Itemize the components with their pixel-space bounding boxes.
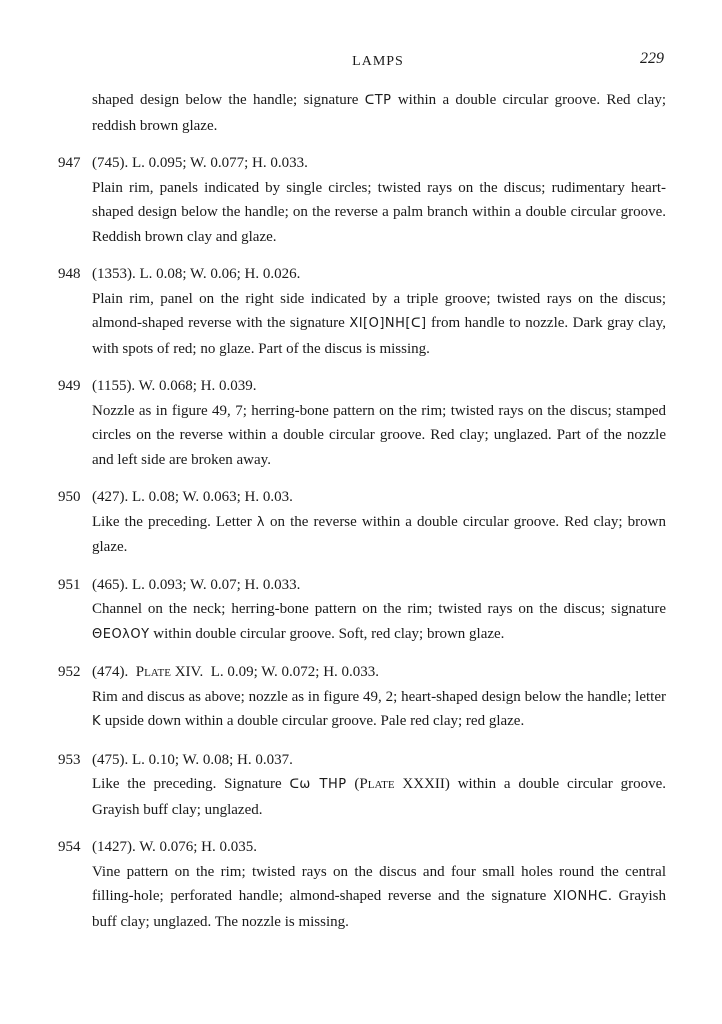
catalogue-entry-949: [58, 374, 666, 472]
entry-description: Like the preceding. Letter λ on the reverse within a double circular groove. Red clay; brown glaze.: [92, 513, 666, 555]
signature-text: ᑕTP: [364, 93, 392, 108]
catalogue-entry-951: [58, 573, 666, 648]
signature-text: XIONHᑕ: [553, 889, 609, 904]
catalogue-entry-950: [58, 485, 666, 560]
entry-number: 953: [58, 751, 81, 768]
continuation-paragraph: shaped design below the handle; signature ᑕTP within a double circular groove. Red clay; reddish brown glaze.: [92, 92, 666, 134]
catalogue-entry-947: [58, 151, 666, 249]
entry-number: 948: [58, 266, 81, 282]
entry-description: Plain rim, panels indicated by single circles; twisted rays on the discus; rudimentary heart-shaped design below the handle; on the reverse a palm branch within a double circular groove. Reddish brown clay and glaze.: [92, 179, 666, 245]
entry-measurements: (475). L. 0.10; W. 0.08; H. 0.037.: [92, 751, 293, 768]
entry-heading: [58, 485, 666, 510]
entry-description: Vine pattern on the rim; twisted rays on the discus and four small holes round the central filling-hole; perforated handle; almond-shaped reverse and the signature XIONHᑕ. Grayish buff clay; unglazed. The nozzle is missing.: [92, 863, 666, 930]
entry-heading: [58, 748, 666, 773]
page-number: 229: [640, 50, 664, 67]
entry-measurements: (474). Plate XIV. L. 0.09; W. 0.072; H. 0.033.: [92, 664, 380, 680]
entry-measurements: (1155). W. 0.068; H. 0.039.: [92, 378, 257, 394]
entry-heading: [58, 374, 666, 399]
entry-number: 954: [58, 839, 81, 855]
signature-text: ᑕω THP: [289, 777, 347, 792]
catalogue-entry-954: [58, 835, 666, 934]
entry-measurements: (745). L. 0.095; W. 0.077; H. 0.033.: [92, 155, 308, 171]
signature-text: K: [92, 714, 102, 729]
entry-number: 950: [58, 489, 81, 505]
entry-description: Rim and discus as above; nozzle as in figure 49, 2; heart-shaped design below the handle; letter K upside down within a double circular groove. Pale red clay; red glaze.: [92, 688, 666, 729]
entry-description: Channel on the neck; herring-bone pattern on the rim; twisted rays on the discus; signature ΘΕΟλΟΥ within double circular groove. Soft, red clay; brown glaze.: [92, 601, 666, 642]
entry-description: Nozzle as in figure 49, 7; herring-bone pattern on the rim; twisted rays on the discus; stamped circles on the reverse within a double circular groove. Red clay; unglazed. Part of the nozzle and left side are broken away.: [92, 402, 666, 468]
entry-description: Plain rim, panel on the right side indicated by a triple groove; twisted rays on the discus; almond-shaped reverse with the signature XI[O]NH[ᑕ] from handle to nozzle. Dark gray clay, with spots of red; no glaze. Part of the discus is missing.: [92, 290, 666, 357]
entry-number: 947: [58, 155, 81, 171]
entry-measurements: (465). L. 0.093; W. 0.07; H. 0.033.: [92, 576, 301, 593]
catalogue-entry-953: [58, 748, 666, 823]
entry-measurements: (1427). W. 0.076; H. 0.035.: [92, 839, 257, 855]
signature-text: λ: [256, 514, 265, 530]
catalogue-entry-952: [58, 660, 666, 735]
running-title: LAMPS: [352, 54, 404, 69]
running-head: [92, 50, 664, 74]
entry-heading: [58, 151, 666, 176]
catalogue-entry-948: [58, 262, 666, 361]
entry-description: Like the preceding. Signature ᑕω THP (Plate XXXII) within a double circular groove. Grayish buff clay; unglazed.: [92, 776, 666, 818]
signature-text: ΘΕΟλΟΥ: [92, 626, 150, 642]
entry-heading: [58, 573, 666, 598]
signature-text: XI[O]NH[ᑕ]: [349, 316, 427, 331]
entry-number: 949: [58, 378, 81, 394]
entry-number: 952: [58, 664, 81, 680]
entry-measurements: (1353). L. 0.08; W. 0.06; H. 0.026.: [92, 266, 301, 282]
entry-heading: [58, 660, 666, 685]
entry-number: 951: [58, 576, 81, 593]
entry-measurements: (427). L. 0.08; W. 0.063; H. 0.03.: [92, 489, 293, 505]
plate-reference: Plate XXXII: [359, 776, 445, 792]
entry-heading: [58, 262, 666, 287]
entry-heading: [58, 835, 666, 860]
plate-reference: Plate XIV.: [135, 664, 204, 680]
page-body: [58, 88, 666, 934]
